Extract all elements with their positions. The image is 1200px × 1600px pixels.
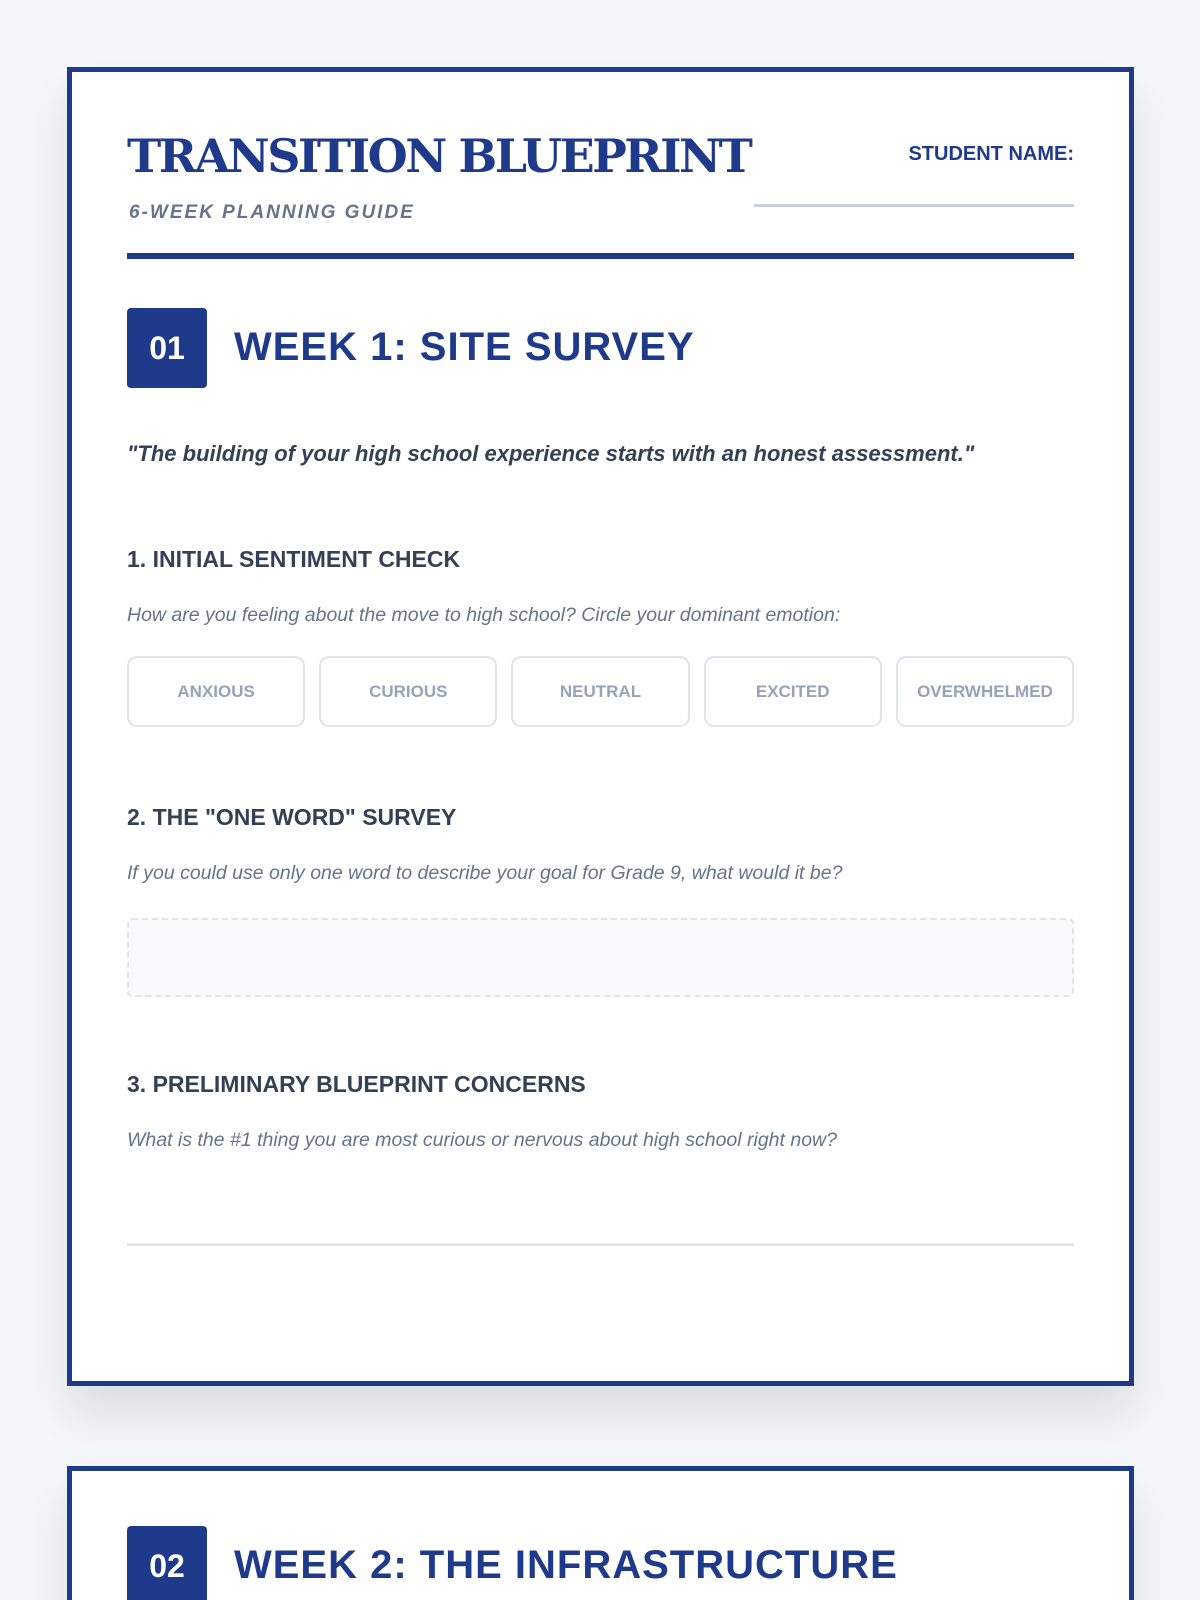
emotion-option-excited[interactable]: EXCITED	[704, 656, 882, 727]
emotion-option-neutral[interactable]: NEUTRAL	[511, 656, 689, 727]
question-1-prompt: How are you feeling about the move to high school? Circle your dominant emotion:	[127, 604, 841, 626]
student-name-field[interactable]	[754, 204, 1074, 207]
question-2-prompt: If you could use only one word to describe your goal for Grade 9, what would it be?	[127, 862, 843, 884]
question-3-prompt: What is the #1 thing you are most curious or nervous about high school right now?	[127, 1129, 837, 1151]
emotion-option-overwhelmed[interactable]: OVERWHELMED	[896, 656, 1074, 727]
header-divider	[127, 253, 1074, 259]
week-2-heading	[127, 1526, 1074, 1600]
week-1-quote: "The building of your high school experience starts with an honest assessment."	[127, 441, 975, 466]
worksheet-subtitle: 6-WEEK PLANNING GUIDE	[129, 202, 415, 223]
week-2-badge: 02	[127, 1526, 207, 1600]
emotion-option-anxious[interactable]: ANXIOUS	[127, 656, 305, 727]
week-2-title: WEEK 2: THE INFRASTRUCTURE	[234, 1543, 898, 1587]
worksheet-title: TRANSITION BLUEPRINT	[127, 129, 751, 183]
question-3-title: 3. PRELIMINARY BLUEPRINT CONCERNS	[127, 1071, 586, 1097]
worksheet-header	[127, 127, 1074, 257]
week-1-badge: 01	[127, 308, 207, 388]
concerns-answer-line[interactable]	[127, 1243, 1074, 1246]
week-1-heading	[127, 308, 1074, 388]
one-word-answer-box[interactable]	[127, 918, 1074, 997]
emotion-option-curious[interactable]: CURIOUS	[319, 656, 497, 727]
question-2-title: 2. THE "ONE WORD" SURVEY	[127, 804, 457, 830]
student-name-label: STUDENT NAME:	[908, 143, 1074, 165]
week-2-card	[67, 1466, 1134, 1600]
question-1-title: 1. INITIAL SENTIMENT CHECK	[127, 546, 461, 572]
week-1-title: WEEK 1: SITE SURVEY	[234, 325, 695, 369]
emotion-options	[127, 656, 1074, 727]
week-1-card	[67, 67, 1134, 1386]
